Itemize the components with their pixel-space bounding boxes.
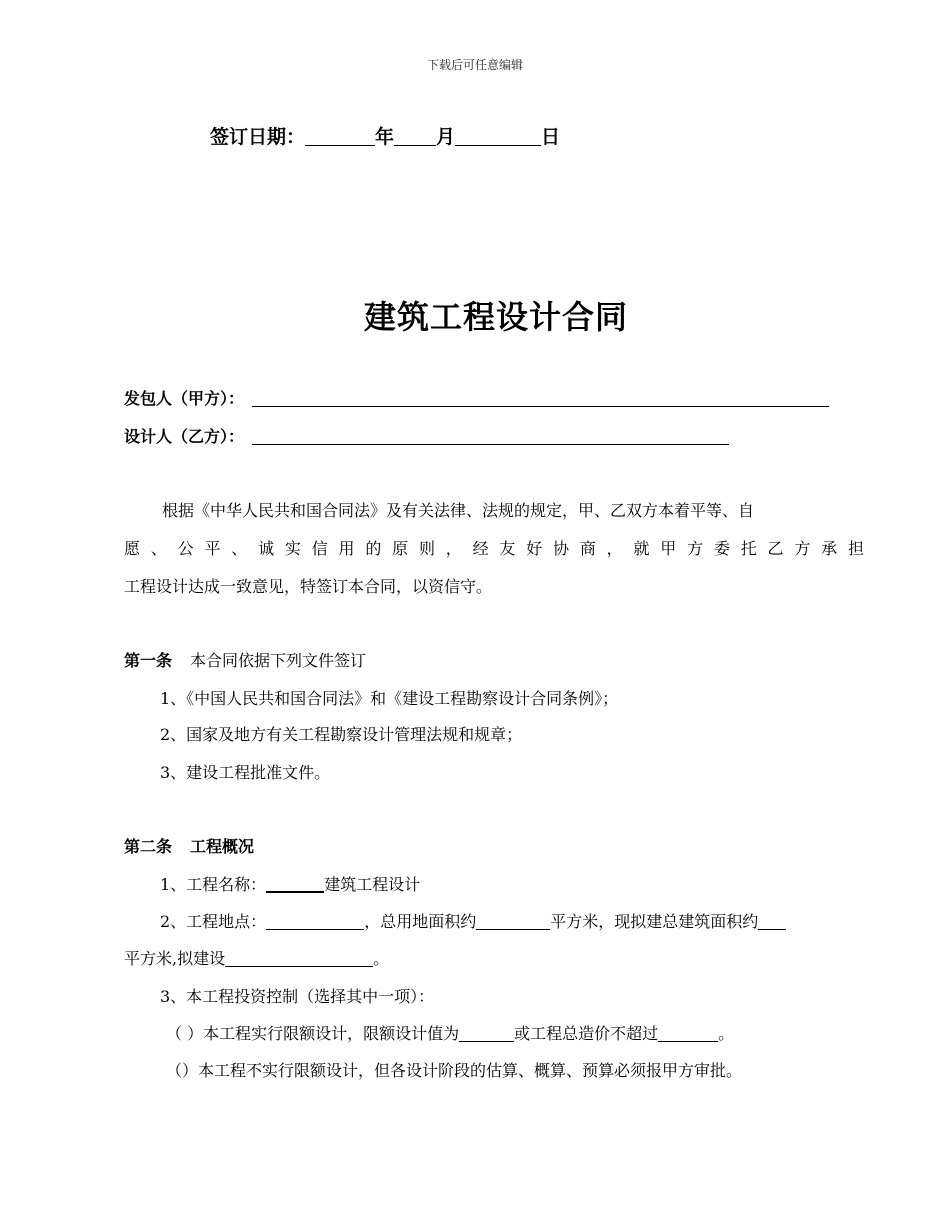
- project-name-blank: [266, 875, 324, 893]
- investment-option-1: [166, 1021, 734, 1044]
- article-2-item-2-cont: [124, 946, 389, 969]
- article-2-label: 第二条: [124, 837, 173, 856]
- article-2-title: 工程概况: [190, 837, 255, 856]
- article-1-label: 第一条: [124, 651, 173, 670]
- article-2-item-3: 3、本工程投资控制（选择其中一项）：: [160, 987, 435, 1006]
- sign-date: [210, 122, 560, 149]
- preamble-line-2: 愿、公平、诚实信用的原则，经友好协商，就甲方委托乙方承担: [124, 539, 864, 558]
- article-2-item-1: [160, 872, 420, 895]
- employer-label: 发包人（甲方）：: [124, 389, 245, 408]
- location-blank: [266, 913, 364, 930]
- item-2-end: 。: [373, 949, 390, 968]
- building-area-label: 平方米，现拟建总建筑面积约: [550, 912, 759, 931]
- document-title: 建筑工程设计合同: [363, 298, 628, 336]
- employer-row: [124, 386, 829, 409]
- total-cost-blank: [658, 1025, 718, 1042]
- land-area-blank: [476, 913, 550, 930]
- article-1-heading: [124, 648, 366, 671]
- day-blank: [455, 129, 541, 146]
- header-note: 下载后可任意编辑: [426, 58, 523, 72]
- preamble-line-3: 工程设计达成一致意见，特签订本合同，以资信守。: [124, 577, 493, 596]
- article-2-item-2: [160, 909, 786, 932]
- day-label: 日: [541, 126, 561, 148]
- article-1-item-1: 1、《中国人民共和国合同法》和《建设工程勘察设计合同条例》；: [160, 689, 619, 708]
- sign-date-label: 签订日期：: [210, 126, 306, 148]
- designer-blank: [252, 428, 729, 445]
- month-blank: [394, 129, 436, 146]
- option-1-text-2: 或工程总造价不超过: [514, 1024, 659, 1043]
- project-name-suffix: 建筑工程设计: [324, 875, 421, 894]
- article-1-title: 本合同依据下列文件签订: [190, 651, 367, 670]
- option-1-end: 。: [718, 1024, 735, 1043]
- employer-blank: [252, 390, 829, 407]
- location-label: 2、工程地点：: [160, 912, 267, 931]
- build-blank: [225, 950, 373, 967]
- build-label: 平方米,拟建设: [124, 949, 226, 968]
- option-1-text: （ ）本工程实行限额设计，限额设计值为: [166, 1024, 460, 1043]
- designer-row: [124, 424, 729, 447]
- land-area-label: ，总用地面积约: [364, 912, 477, 931]
- project-name-label: 1、工程名称：: [160, 875, 267, 894]
- investment-option-2: （）本工程不实行限额设计，但各设计阶段的估算、概算、预算必须报甲方审批。: [166, 1061, 743, 1080]
- year-label: 年: [375, 126, 395, 148]
- article-1-item-2: 2、国家及地方有关工程勘察设计管理法规和规章；: [160, 725, 523, 744]
- building-area-blank: [758, 913, 786, 930]
- year-blank: [305, 129, 375, 146]
- limit-value-blank: [459, 1025, 514, 1042]
- article-2-heading: [124, 834, 254, 857]
- preamble-line-1: 根据《中华人民共和国合同法》及有关法律、法规的规定，甲、乙双方本着平等、自: [162, 501, 755, 520]
- month-label: 月: [436, 126, 456, 148]
- designer-label: 设计人（乙方）：: [124, 427, 245, 446]
- article-1-item-3: 3、建设工程批准文件。: [160, 763, 331, 782]
